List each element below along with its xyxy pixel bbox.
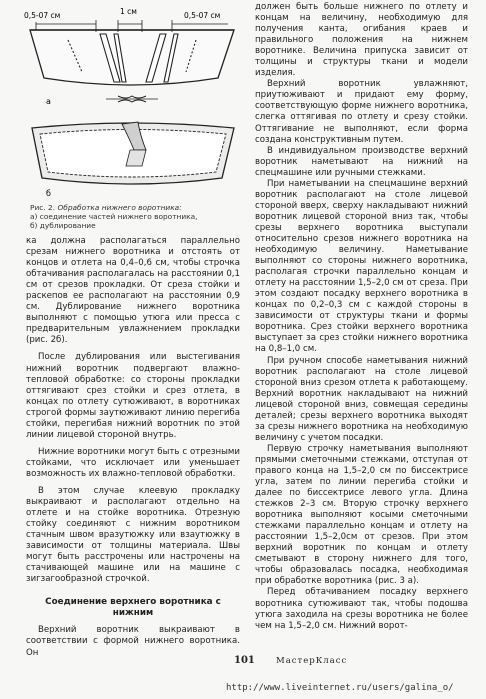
paragraph: Нижние воротники могут быть с отрезными стойками, что исключает или уменьшает возможность их влажно-тепловой обработки. <box>26 446 240 479</box>
page-footer <box>0 655 486 669</box>
watermark-url: http://www.liveinternet.ru/users/galina_o/ <box>226 683 454 693</box>
caption-title <box>30 203 242 212</box>
collar-part-b <box>32 122 234 184</box>
paragraph: Первую строчку наметывания выполняют прямыми сметочными стежками, отступая от правого конца на 1,5–2,0 см по биссектрисе угла, затем по линии перегиба стойки и далее по биссектрисе левого угла. Длина стежков 2–3 см. Вторую строчку верхнего воротника выполняют косыми сметочными стежками параллельно концам и отлету на расстоянии 1,5–2,0см от срезов. При этом верхний воротник по концам и отлету сметывают в сторону нижнего для того, чтобы образовалась посадка, необходимая при обработке воротника (рис. 3 а). <box>255 443 468 587</box>
caption-line-b: б) дублирование <box>30 221 96 230</box>
paragraph: В этом случае клеевую прокладку выкраивают и располагают отдельно на отлете и на стойке воротника. Отрезную стойку соединяют с нижним воротником стачным швом вразутюжку или взаутюжку в зависимости от толщины материала. Швы могут быть расстрочены или настрочены на стачивающей машине или на машине с зигзагообразной строчкой. <box>26 485 240 585</box>
figure-caption <box>30 203 242 230</box>
collar-illustration <box>22 0 242 205</box>
figure-label-b: б <box>46 189 51 198</box>
collar-part-a <box>30 20 234 102</box>
paragraph: Перед обтачиванием посадку верхнего воротника сутюживают так, чтобы подошва утюга заходила на срезы воротника не более чем на 1,5–2,0 см. Нижний ворот- <box>255 587 468 631</box>
paragraph: должен быть больше нижнего по отлету и концам на величину, необходимую для получения канта, огибания краев и правильного положения на нижнем воротнике. Величина припуска зависит от толщины и структуры ткани и модели изделия. <box>255 2 468 79</box>
figure-label-a: а <box>46 97 51 106</box>
section-heading: Соединение верхнего воротника с нижним <box>45 597 221 619</box>
magazine-name: МастерКласс <box>276 656 348 666</box>
caption-prefix: Рис. 2. <box>30 203 56 212</box>
caption-line-a: а) соединение частей нижнего воротника, <box>30 212 198 221</box>
paragraph: Верхний воротник увлажняют, приутюживают и придают ему форму, соответствующую форме нижнего воротника, слегка оттягивая по отлету и срезу стойки. Оттягивание не выполняют, если форма создана конструктивным путем. <box>255 79 468 145</box>
paragraph: ка должна располагаться параллельно срезам нижнего воротника и отстоять от концов и отлета на 0,4–0,6 см, чтобы строчка обтачивания располагалась на расстоянии 0,1 см от срезов прокладки. От среза стойки и раскепов ее располагают на расстоянии 0,9 см. Дублирование нижнего воротника выполняют с помощью утюга или пресса с предварительным увлажнением прокладки (рис. 2б). <box>26 236 240 346</box>
paragraph: При наметывании на спецмашине верхний воротник располагают на столе лицевой стороной вверх, сверху накладывают нижний воротник лицевой стороной вниз так, чтобы срезы верхнего воротника выступали относительно срезов нижнего воротника на необходимую величину. Наметывание выполняют со стороны нижнего воротника, располагая строчки параллельно концам и отлету на расстоянии 1,5–2,0 см от среза. При этом создают посадку верхнего воротника в концах по 0,2–0,3 см с каждой стороны в зависимости от структуры ткани и формы воротника. Срез стойки верхнего воротника выступает за срез стойки нижнего воротника на 0,8–1,0 см. <box>255 178 468 355</box>
dim-left-label: 0,5-07 см <box>24 11 61 20</box>
paragraph: В индивидуальном производстве верхний воротник наметывают на нижний на спецмашине или ручными стежками. <box>255 145 468 178</box>
caption-title-text: Обработка нижнего воротника: <box>57 203 182 212</box>
paragraph: При ручном способе наметывания нижний воротник располагают на столе лицевой стороной вниз срезом отлета к работающему. Верхний воротник накладывают на нижний лицевой стороной вниз, совмещая середины деталей; срезы верхнего воротника выходят за срезы нижнего воротника на необходимую величину с учетом посадки. <box>255 355 468 443</box>
page-number: 101 <box>234 655 255 666</box>
right-text-column <box>255 2 468 632</box>
dim-mid-label: 1 см <box>120 7 137 16</box>
paragraph: После дублирования или выстегивания нижний воротник подвергают влажно-тепловой обработке: со стороны прокладки оттягивают срез стойки и срез отлета, в концах по отлету сутюживают, в воротниках строгой формы заутюживают линию перегиба стойки, перегибая нижний воротник по этой линии лицевой стороной внутрь. <box>26 352 240 440</box>
paragraph: Верхний воротник выкраивают в соответствии с формой нижнего воротника. Он <box>26 625 240 658</box>
left-text-column <box>26 236 240 659</box>
dim-right-label: 0,5-07 см <box>184 11 221 20</box>
